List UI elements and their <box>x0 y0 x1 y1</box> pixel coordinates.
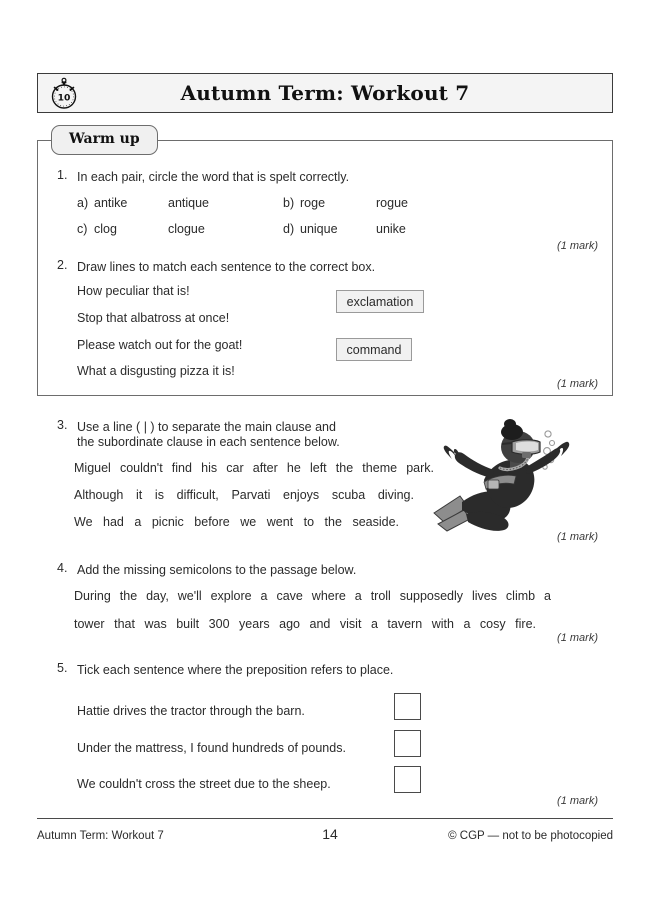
question-5-number: 5. <box>57 661 68 675</box>
q1-pair-a-option-2[interactable]: antique <box>168 196 210 210</box>
q1-pair-a-option-1[interactable]: antike <box>94 196 128 210</box>
q1-pair-a-letter: a) <box>77 196 89 210</box>
question-3-prompt-line-1: Use a line ( | ) to separate the main clause and <box>77 420 336 434</box>
q1-pair-c-letter: c) <box>77 222 88 236</box>
question-4-mark: (1 mark) <box>557 632 598 644</box>
q5-tick-box-2[interactable] <box>394 730 421 757</box>
question-2-number: 2. <box>57 258 68 272</box>
q1-pair-d-option-2[interactable]: unike <box>376 222 406 236</box>
question-3-mark: (1 mark) <box>557 531 598 543</box>
question-2-mark: (1 mark) <box>557 378 598 390</box>
footer-page-number: 14 <box>322 826 338 842</box>
question-3-number: 3. <box>57 418 68 432</box>
scuba-diver-illustration <box>424 418 584 543</box>
warm-up-tab-label: Warm up <box>51 125 158 155</box>
page-header-bar <box>37 73 613 113</box>
q1-pair-d-option-1[interactable]: unique <box>300 222 338 236</box>
q1-pair-d-letter: d) <box>283 222 295 236</box>
question-3-prompt-line-2: the subordinate clause in each sentence below. <box>77 435 340 449</box>
stopwatch-minutes: 10 <box>57 92 71 104</box>
q5-sentence-2: Under the mattress, I found hundreds of pounds. <box>77 741 346 755</box>
question-5-mark: (1 mark) <box>557 795 598 807</box>
q3-sentence-3[interactable]: We had a picnic before we went to the seaside. <box>74 515 399 529</box>
q2-sentence-4[interactable]: What a disgusting pizza it is! <box>77 364 235 378</box>
q1-pair-c-option-1[interactable]: clog <box>94 222 117 236</box>
q5-sentence-1: Hattie drives the tractor through the barn. <box>77 704 305 718</box>
q1-pair-c-option-2[interactable]: clogue <box>168 222 205 236</box>
q1-pair-b-letter: b) <box>283 196 295 210</box>
q2-sentence-2[interactable]: Stop that albatross at once! <box>77 311 230 325</box>
footer-copyright: © CGP — not to be photocopied <box>448 830 613 842</box>
q2-sentence-1[interactable]: How peculiar that is! <box>77 284 190 298</box>
q2-match-box-exclamation[interactable]: exclamation <box>336 290 424 313</box>
question-2-prompt: Draw lines to match each sentence to the correct box. <box>77 260 376 274</box>
question-4-prompt: Add the missing semicolons to the passage below. <box>77 563 357 577</box>
q2-match-box-command[interactable]: command <box>336 338 412 361</box>
q4-passage-line-2[interactable]: tower that was built 300 years ago and visit a tavern with a cosy fire. <box>74 617 536 631</box>
q5-sentence-3: We couldn't cross the street due to the sheep. <box>77 777 331 791</box>
question-1-prompt: In each pair, circle the word that is spelt correctly. <box>77 170 350 184</box>
q1-pair-b-option-2[interactable]: rogue <box>376 196 408 210</box>
q4-passage-line-1[interactable]: During the day, we'll explore a cave where a troll supposedly lives climb a <box>74 589 551 603</box>
question-5-prompt: Tick each sentence where the preposition refers to place. <box>77 663 394 677</box>
q5-tick-box-1[interactable] <box>394 693 421 720</box>
q3-sentence-1[interactable]: Miguel couldn't find his car after he left the theme park. <box>74 461 434 475</box>
q3-sentence-2[interactable]: Although it is difficult, Parvati enjoys scuba diving. <box>74 488 414 502</box>
page-title: Autumn Term: Workout 7 <box>180 81 470 105</box>
footer-divider <box>37 818 613 819</box>
footer-workout-label: Autumn Term: Workout 7 <box>37 830 164 842</box>
q2-sentence-3[interactable]: Please watch out for the goat! <box>77 338 243 352</box>
q5-tick-box-3[interactable] <box>394 766 421 793</box>
q1-pair-b-option-1[interactable]: roge <box>300 196 326 210</box>
question-4-number: 4. <box>57 561 68 575</box>
question-1-number: 1. <box>57 168 68 182</box>
question-1-mark: (1 mark) <box>557 240 598 252</box>
